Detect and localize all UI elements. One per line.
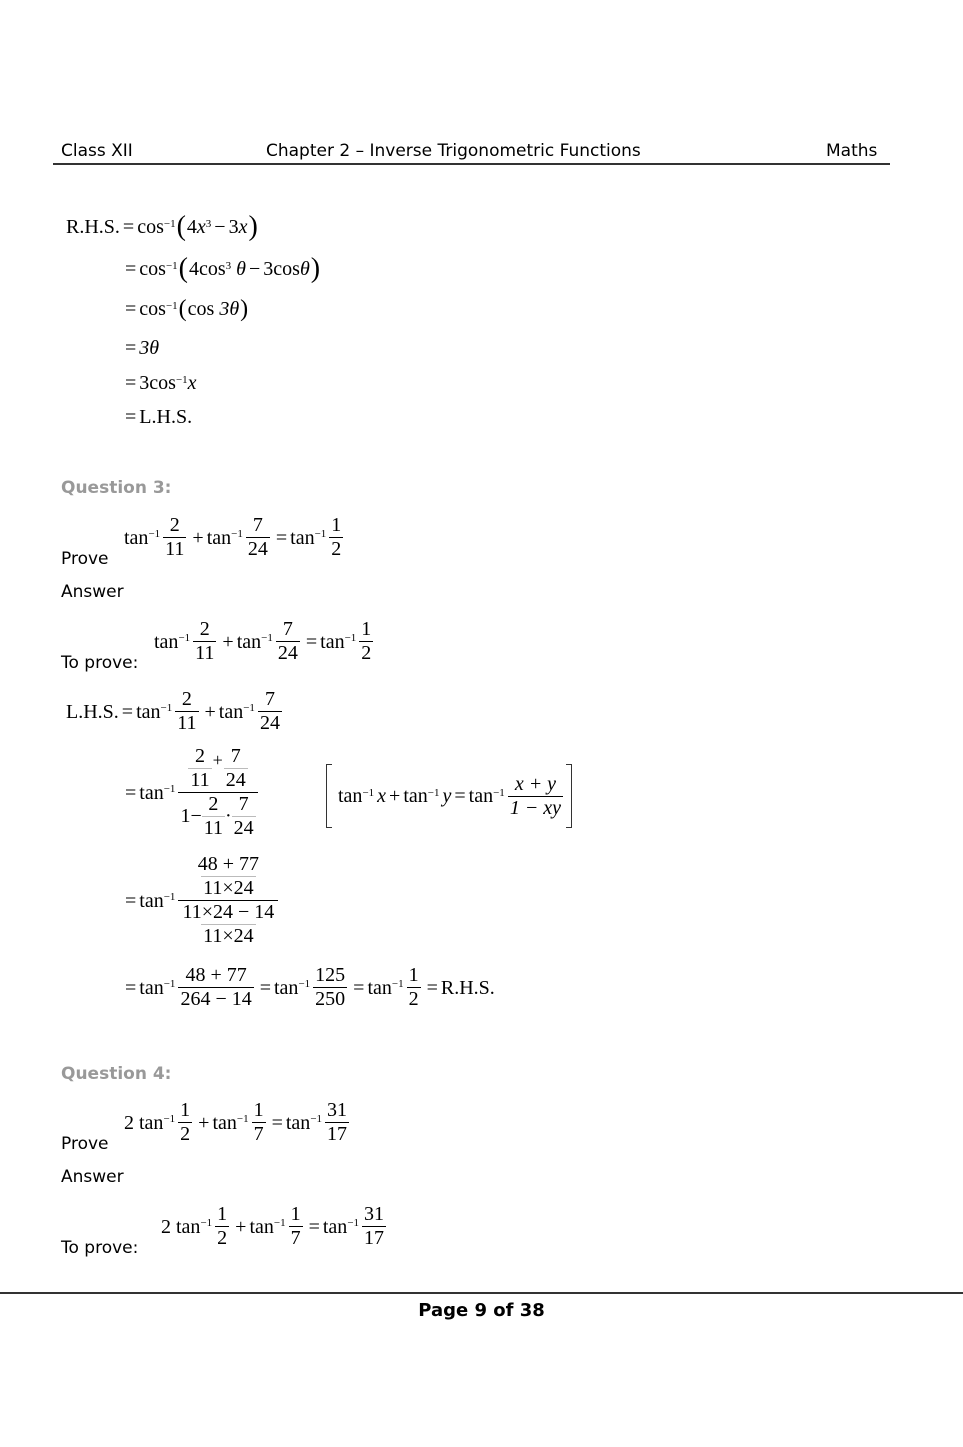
fn: tan [285, 1111, 311, 1134]
fraction: $\frac{48 + 77}{264 - 14}$ [180, 964, 252, 1010]
fn: tan [154, 630, 179, 653]
sup: −1 [200, 1217, 213, 1229]
sup: −1 [231, 528, 243, 540]
compound-fraction: $\frac{\frac{48 + 77}{11\times 24}}{\frac{11\times 24 - 14}{11\times 24}}$ [178, 853, 278, 948]
sup: −1 [273, 1217, 286, 1229]
eq: = [125, 258, 137, 280]
fn: tan [139, 781, 164, 804]
header-class-label: Class XII [61, 141, 133, 161]
sup: −1 [344, 632, 357, 644]
fn: tan [320, 630, 345, 653]
eq: = [305, 630, 318, 653]
sup: −1 [160, 702, 173, 714]
op: + [222, 630, 234, 653]
eq: = [125, 372, 137, 394]
q3-step-1 [66, 688, 285, 735]
fraction: $\frac{7}{24}$ [259, 688, 280, 734]
fraction: $\frac{2}{11}$ [177, 688, 197, 734]
fn: cos [273, 258, 300, 280]
sup: −1 [493, 786, 505, 799]
sup: −1 [261, 632, 273, 644]
right-bracket [566, 764, 572, 828]
sup: −1 [391, 978, 404, 990]
fn: tan [236, 630, 262, 653]
fraction: $\frac{1}{2}$ [217, 1203, 228, 1249]
eq: = [125, 406, 137, 428]
eq: = [125, 889, 137, 912]
fn: tan [139, 1111, 164, 1134]
q3-statement [124, 514, 346, 561]
fraction: $\frac{31}{17}$ [364, 1203, 385, 1249]
lhs-label: L.H.S. [66, 700, 119, 723]
one-minus: 1− [180, 805, 202, 827]
eq: = [121, 700, 134, 723]
eq: = [125, 976, 137, 999]
question-4-title: Question 4: [61, 1064, 172, 1084]
eq: = [426, 976, 438, 999]
sup: −1 [298, 978, 311, 990]
fn: cos [199, 258, 226, 280]
compound-fraction: $\frac{2}{11}$ + $\frac{7}{24}$ 1− $\frac{2}{11}$ · $\frac{7}{24}$ [178, 745, 257, 840]
sup: −1 [163, 783, 176, 795]
three-theta: 3θ [219, 298, 240, 320]
fn: tan [212, 1111, 237, 1134]
q4-statement [124, 1099, 352, 1146]
fn: tan [403, 785, 428, 807]
fn: tan [249, 1215, 274, 1238]
fn: tan [290, 526, 315, 549]
fn: tan [124, 526, 149, 549]
fn: cos [187, 298, 215, 320]
proof-line-1: R.H.S. = cos $^{-1}$ ( 4 x $^3$ − 3 x ) [66, 211, 258, 242]
sup: −1 [314, 528, 327, 540]
fraction: $\frac{1}{2}$ [361, 618, 372, 664]
q3-step-2 [122, 745, 261, 840]
sup: −1 [243, 702, 255, 714]
fraction: $\frac{1}{2}$ [408, 964, 419, 1010]
lhs-label: L.H.S. [139, 406, 193, 428]
fn: tan [206, 526, 232, 549]
eq: = [275, 526, 288, 549]
fn: tan [468, 785, 494, 807]
q4-to-prove-label: To prove: [61, 1238, 139, 1258]
sup: −1 [148, 528, 161, 540]
question-3-title: Question 3: [61, 478, 172, 498]
eq: = [125, 781, 137, 804]
proof-line-5: = 3 cos $^{-1}$ x [125, 372, 197, 394]
fn: tan [367, 976, 392, 999]
proof-line-6 [122, 407, 192, 427]
eq: = [271, 1111, 283, 1134]
op: + [198, 1111, 210, 1134]
rhs-label: R.H.S. [440, 976, 495, 999]
theta: θ [299, 258, 310, 280]
sup: −1 [178, 632, 191, 644]
eq: = [259, 976, 271, 999]
sup: −1 [427, 786, 440, 799]
fn: tan [139, 976, 164, 999]
fn: tan [218, 700, 244, 723]
sup: −1 [163, 217, 176, 230]
sup: −1 [163, 978, 176, 990]
fn: tan [274, 976, 299, 999]
op: + [235, 1215, 247, 1238]
fraction: $\frac{1}{2}$ [180, 1099, 191, 1145]
coef: 2 [124, 1111, 134, 1134]
eq: = [122, 216, 135, 238]
proof-line-4 [122, 338, 159, 358]
eq: = [125, 337, 137, 359]
fn: cos [139, 298, 166, 320]
sup: −1 [163, 1113, 176, 1125]
fn: cos [137, 216, 164, 238]
sup: −1 [362, 786, 375, 799]
q3-to-prove-label: To prove: [61, 653, 139, 673]
op: − [214, 216, 226, 238]
rparen: ) [248, 211, 258, 242]
q4-answer-label: Answer [61, 1167, 124, 1187]
fraction: $\frac{1}{2}$ [331, 514, 342, 560]
op: + [389, 785, 401, 807]
sup: −1 [165, 299, 178, 312]
coef: 2 [161, 1215, 171, 1238]
sup: −1 [175, 373, 188, 386]
q4-prove-label: Prove [61, 1134, 109, 1154]
q3-answer-label: Answer [61, 582, 124, 602]
fn: tan [176, 1215, 201, 1238]
sup: −1 [236, 1113, 249, 1125]
q3-step-3 [122, 853, 281, 948]
eq: = [454, 785, 466, 807]
op: + [212, 750, 223, 771]
header-chapter-title: Chapter 2 – Inverse Trigonometric Functions [266, 141, 641, 161]
q3-prove-label: Prove [61, 549, 109, 569]
header-subject: Maths [826, 141, 878, 161]
fraction: $\frac{1}{7}$ [253, 1099, 264, 1145]
fn: cos [149, 372, 176, 394]
fraction: $\frac{2}{11}$ [165, 514, 185, 560]
fraction: $\frac{125}{250}$ [315, 964, 346, 1010]
q3-formula-note [326, 764, 572, 828]
fn: cos [139, 258, 166, 280]
fraction: $\frac{1}{7}$ [290, 1203, 301, 1249]
sup: −1 [347, 1217, 360, 1229]
footer-rule [0, 1292, 963, 1294]
fraction: $\frac{7}{24}$ [277, 618, 298, 664]
three-theta: 3θ [139, 337, 160, 359]
fraction: $\frac{7}{24}$ [247, 514, 268, 560]
fn: tan [338, 785, 363, 807]
left-bracket [326, 764, 332, 828]
theta: θ [236, 258, 246, 280]
lparen: ( [176, 211, 186, 242]
header-rule [53, 163, 890, 165]
sup: −1 [310, 1113, 323, 1125]
fraction: $\frac{2}{11}$ [195, 618, 215, 664]
dot: · [224, 805, 232, 827]
rhs-label: R.H.S. [66, 216, 120, 238]
q4-to-prove-statement [161, 1203, 389, 1250]
q3-to-prove-statement [154, 618, 376, 665]
var-x: x [187, 372, 197, 394]
eq: = [125, 298, 137, 320]
op: + [192, 526, 204, 549]
fn: tan [136, 700, 161, 723]
q3-step-4 [122, 964, 495, 1011]
page-number: Page 9 of 38 [418, 1300, 545, 1321]
op: − [249, 258, 261, 280]
eq: = [353, 976, 365, 999]
fn: tan [322, 1215, 348, 1238]
var-y: y [442, 785, 452, 807]
sup: −1 [163, 891, 176, 903]
proof-line-3: = cos $^{-1}$ ( cos 3θ ) [125, 296, 249, 322]
fraction: $\frac{31}{17}$ [327, 1099, 348, 1145]
eq: = [308, 1215, 320, 1238]
fn: tan [139, 889, 164, 912]
proof-line-2: = cos $^{-1}$ ( 4 cos $^3$ θ − 3 cos θ ) [125, 253, 321, 284]
fraction: $\frac{x + y}{1 - xy}$ [509, 772, 562, 819]
var-x: x [377, 785, 387, 807]
sup: −1 [165, 259, 178, 272]
op: + [204, 700, 216, 723]
